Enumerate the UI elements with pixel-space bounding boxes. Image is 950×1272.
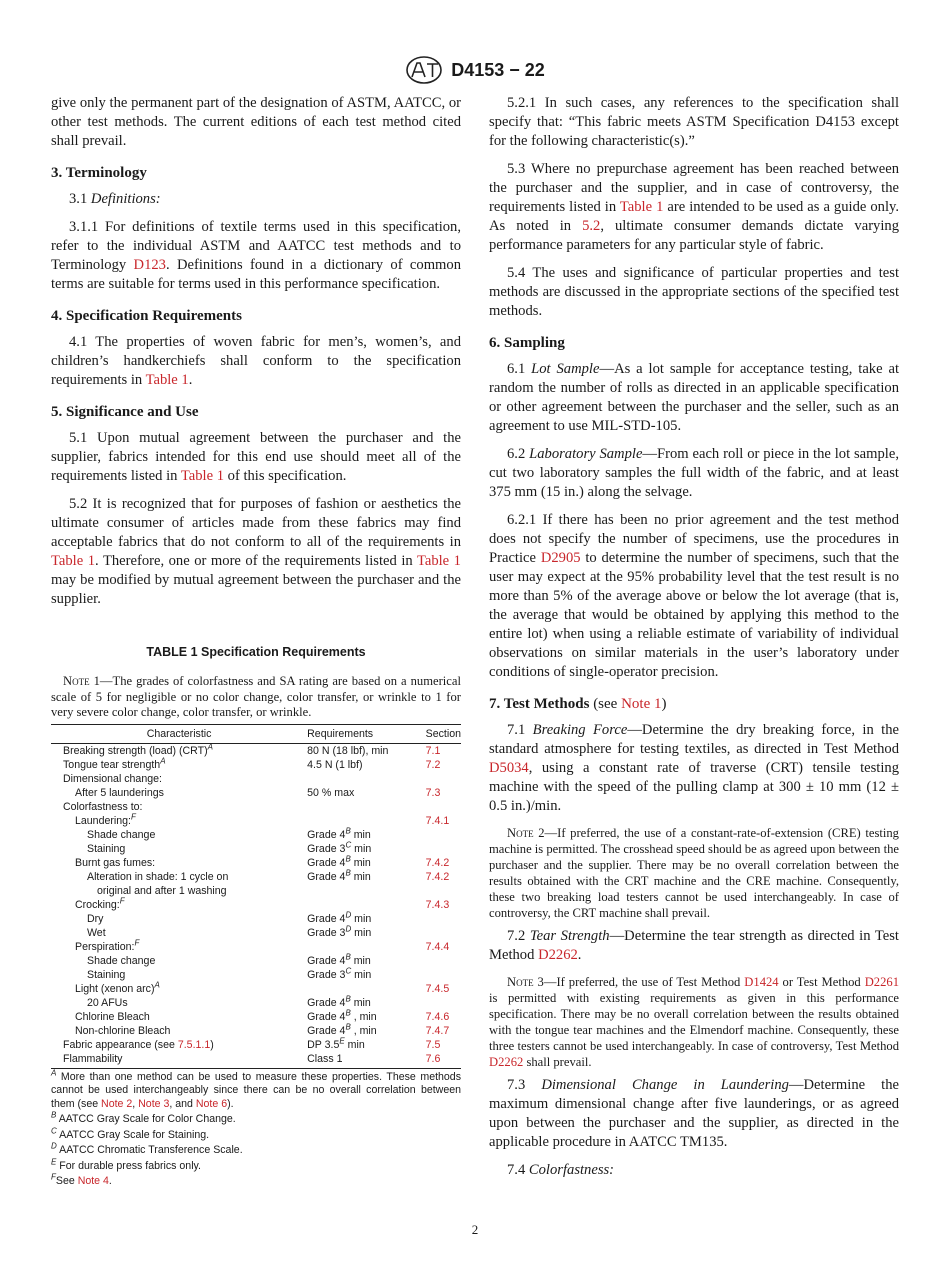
- cell-characteristic: Flammability: [51, 1052, 307, 1069]
- cell-section-link[interactable]: 7.4.4: [425, 940, 450, 953]
- cell-section-link[interactable]: 7.6: [426, 1052, 461, 1069]
- ref-table-1[interactable]: Table 1: [145, 372, 189, 388]
- table-1-title: TABLE 1 Specification Requirements: [146, 645, 366, 659]
- para-7-1: 7.1 Breaking Force—Determine the dry breaking force, in the standard atmosphere for testing textiles, as directed in Test Method D5034, using a constant rate of traverse (CRT) tensile testing machine with the speed of the pulling clamp at 300 ± 10 mm (12 ± 0.5 in.)/min.: [489, 722, 900, 814]
- para-7-2: 7.2 Tear Strength—Determine the tear strength as directed in Test Method D2262.: [489, 928, 899, 963]
- cell-characteristic: Non-chlorine Bleach: [75, 1024, 171, 1037]
- cell-characteristic: Wet: [87, 926, 106, 939]
- ref-table-1[interactable]: Table 1: [416, 553, 461, 569]
- cell-characteristic: Tongue tear strength$^A$: [63, 755, 166, 771]
- cell-requirement: 4.5 N (1 lbf): [307, 758, 363, 771]
- cell-characteristic: Breaking strength (load) (CRT)$^A$: [63, 741, 213, 757]
- para-5-2-1: 5.2.1 In such cases, any references to the specification shall specify that: “This fabric meets ASTM Specification D4153 except for the following characteristic(s).”: [489, 95, 899, 149]
- cell-requirement: Grade $4^B$ min: [307, 825, 371, 841]
- cell-characteristic: Colorfastness to:: [63, 800, 143, 813]
- table-row: [51, 926, 461, 940]
- table-row: [51, 898, 461, 912]
- table-row: [51, 842, 461, 856]
- cell-characteristic: Laundering:$^F$: [75, 811, 136, 827]
- cell-section-link: [426, 996, 461, 1010]
- cell-characteristic: Shade change: [87, 828, 156, 841]
- cell-requirement: Grade $4^B$ min: [307, 853, 371, 869]
- ref-note-3[interactable]: Note 3: [138, 1097, 170, 1110]
- table-row: [51, 982, 461, 996]
- ref-5-2[interactable]: 5.2: [582, 218, 601, 234]
- table-1-note: Note 1—The grades of colorfastness and SA rating are based on a numerical scale of 5 for negligible or no color change, color transfer, or wrinkle to 1 for very severe color change, color transfer, or wrinkle.: [51, 674, 461, 719]
- page-number: 2: [471, 1222, 479, 1237]
- cell-characteristic: Chlorine Bleach: [75, 1010, 150, 1023]
- table-row: [51, 828, 461, 842]
- ref-d2261[interactable]: D2261: [864, 975, 899, 989]
- cell-characteristic: Burnt gas fumes:: [75, 856, 156, 869]
- para-5-1: 5.1 Upon mutual agreement between the purchaser and the supplier, fabrics intended for this end use should meet all of the requirements listed in Table 1 of this specification.: [51, 430, 461, 484]
- cell-characteristic: After 5 launderings: [75, 786, 164, 799]
- cell-requirement: [307, 814, 426, 828]
- table-row: [51, 772, 461, 786]
- cell-section-link[interactable]: 7.1: [425, 744, 441, 757]
- col-header-characteristic: Characteristic: [51, 724, 307, 743]
- cell-characteristic: Light (xenon arc)$^A$: [75, 979, 160, 995]
- cell-characteristic: Fabric appearance (see 7.5.1.1): [63, 1038, 214, 1051]
- cell-requirement: Grade $4^B$ , min: [307, 1021, 377, 1037]
- right-column: [489, 94, 899, 1189]
- cell-requirement: Class 1: [307, 1052, 426, 1069]
- table-row: [51, 1010, 461, 1024]
- cell-characteristic: 20 AFUs: [87, 996, 128, 1009]
- table-row: [51, 786, 461, 800]
- cell-requirement: Grade $4^D$ min: [307, 909, 372, 925]
- cell-requirement: [307, 884, 426, 898]
- table-row: [51, 884, 461, 898]
- cell-characteristic: Perspiration:$^F$: [75, 937, 140, 953]
- cell-section-link[interactable]: 7.5: [425, 1038, 441, 1051]
- cell-section-link[interactable]: 7.4.2: [425, 856, 450, 869]
- ref-d2262[interactable]: D2262: [489, 1055, 524, 1069]
- section-6-heading: 6. Sampling: [489, 335, 565, 351]
- ref-table-1[interactable]: Table 1: [51, 553, 96, 569]
- cell-section-link: [426, 912, 461, 926]
- para-6-1: 6.1 Lot Sample—As a lot sample for acceptance testing, take at random the number of rolls as directed in an applicable specification or other agreement between the purchaser and the seller, such as an agreement to use MIL-STD-105.: [489, 361, 899, 434]
- cell-requirement: [307, 940, 426, 954]
- cell-section-link[interactable]: 7.4.3: [425, 898, 450, 911]
- para-7-3: 7.3 Dimensional Change in Laundering—Determine the maximum dimensional change after five launderings, or as agreed upon between the purchaser and the supplier, as directed in the applicable procedure in AATCC TM135.: [489, 1077, 899, 1150]
- cell-requirement: [307, 898, 426, 912]
- cell-section-link: [426, 772, 461, 786]
- ref-table-1[interactable]: Table 1: [619, 199, 664, 215]
- table-row: [51, 1038, 461, 1052]
- table-row: [51, 814, 461, 828]
- specification-table: [51, 724, 461, 1069]
- footnote-a: $^A$ More than one method can be used to measure these properties. These methods cannot be used interchangeably since there can be no overall correlation between them (see Note 2, Note 3, and Note 6).: [51, 1067, 461, 1110]
- table-row: [51, 1052, 461, 1069]
- cell-section-link: [426, 828, 461, 842]
- note-2: Note 2—If preferred, the use of a constant-rate-of-extension (CRE) testing machine is permitted. The crosshead speed should be as agreed upon between the purchaser and the supplier. There may be no overall correlation between the results obtained with the CRT machine and the CRE machine. Consequently, these two breaking load testers cannot be used interchangeably. In case of controversy, the CRT machine shall prevail.: [489, 826, 899, 920]
- designation: D4153 − 22: [451, 59, 545, 80]
- cell-characteristic: Dimensional change:: [63, 772, 162, 785]
- cell-section-link[interactable]: 7.3: [425, 786, 441, 799]
- section-4-heading: 4. Specification Requirements: [51, 308, 242, 324]
- cell-section-link: [426, 800, 461, 814]
- note-3: Note 3—If preferred, the use of Test Method D1424 or Test Method D2261 is permitted with existing requirements as given in this performance specification. There may be no overall correlation between the results obtained with the tongue tear machines and the Elmendorf machine. Consequently, these three testers cannot be used interchangeably. In case of controversy, Test Method D2262 shall prevail.: [489, 975, 899, 1069]
- cell-section-link[interactable]: 7.4.7: [425, 1024, 450, 1037]
- footnote-b: $^B$ AATCC Gray Scale for Color Change.: [51, 1110, 236, 1125]
- ref-d1424[interactable]: D1424: [744, 975, 779, 989]
- ref-d5034[interactable]: D5034: [489, 760, 529, 776]
- ref-d123[interactable]: D123: [133, 257, 166, 273]
- section-5-heading: 5. Significance and Use: [51, 404, 199, 420]
- table-row: [51, 800, 461, 814]
- ref-note-2[interactable]: Note 2: [101, 1097, 133, 1110]
- table-row: [51, 940, 461, 954]
- para-5-2: 5.2 It is recognized that for purposes of fashion or aesthetics the ultimate consumer of articles made from these fabrics may find acceptable fabrics that do not conform to all of the requirements in Table 1. Therefore, one or more of the requirements listed in Table 1 may be modified by mutual agreement between the purchaser and the supplier.: [51, 496, 461, 607]
- left-column: [51, 94, 461, 1189]
- table-row: [51, 996, 461, 1010]
- table-row: [51, 912, 461, 926]
- ref-note-6[interactable]: Note 6: [195, 1097, 228, 1110]
- footnote-f: $^F$See Note 4.: [51, 1172, 112, 1187]
- ref-note-1[interactable]: Note 1: [621, 696, 662, 712]
- cell-requirement: Grade $4^B$ min: [307, 993, 371, 1009]
- cell-section-link: [426, 954, 461, 968]
- ref-d2905[interactable]: D2905: [540, 550, 581, 566]
- page-header: [0, 55, 950, 90]
- table-row: [51, 758, 461, 772]
- ref-note-4[interactable]: Note 4: [77, 1175, 109, 1187]
- table-row: [51, 743, 461, 758]
- cell-requirement: Grade $3^C$ min: [307, 965, 372, 981]
- cell-characteristic: Crocking:$^F$: [75, 895, 125, 911]
- para-6-2: 6.2 Laboratory Sample—From each roll or piece in the lot sample, cut two laboratory samples the full width of the fabric, and at least 375 mm (15 in.) along the selvage.: [489, 446, 899, 500]
- table-row: [51, 856, 461, 870]
- cell-section-link: [426, 968, 461, 982]
- ref-7-5-1-1[interactable]: 7.5.1.1: [177, 1038, 211, 1051]
- cell-section-link[interactable]: 7.4.2: [425, 870, 450, 883]
- section-7-heading: 7. Test Methods (see Note 1): [489, 696, 667, 712]
- col-header-requirements: Requirements: [307, 724, 426, 743]
- cell-requirement: Grade $4^B$ , min: [307, 1007, 377, 1023]
- para-6-2-1: 6.2.1 If there has been no prior agreement and the test method does not specify the number of specimens, use the procedures in Practice D2905 to determine the number of specimens, such that the user may expect at the 95% probability level that the test result is no more than 5% of the average above or below the lot average (that is, the average that would be obtained by applying this method to the entire lot) when using a reliable estimate of variability of individual observations on similar materials in the user’s laboratory under conditions of single-operator precision.: [489, 512, 899, 680]
- cell-requirement: Grade $4^B$ min: [307, 951, 371, 967]
- cell-requirement: Grade $3^C$ min: [307, 839, 372, 855]
- intro-paragraph: give only the permanent part of the designation of ASTM, AATCC, or other test methods. The current editions of each test method cited shall prevail.: [51, 95, 461, 149]
- cell-section-link[interactable]: 7.4.5: [425, 982, 450, 995]
- cell-characteristic: original and after 1 washing: [97, 884, 227, 897]
- cell-characteristic: Alteration in shade: 1 cycle on: [87, 870, 229, 883]
- table-row: [51, 954, 461, 968]
- cell-requirement: 50 % max: [307, 786, 355, 799]
- ref-table-1[interactable]: Table 1: [180, 468, 224, 484]
- table-header-row: [51, 724, 461, 743]
- footnote-d: $^D$ AATCC Chromatic Transference Scale.: [51, 1141, 243, 1156]
- cell-characteristic: Staining: [87, 842, 126, 855]
- cell-requirement: [307, 800, 426, 814]
- cell-characteristic: Staining: [87, 968, 126, 981]
- para-3-1: 3.1 Definitions:: [69, 191, 161, 207]
- footnote-e: $^E$ For durable press fabrics only.: [51, 1156, 201, 1172]
- cell-section-link: [426, 842, 461, 856]
- ref-d2262[interactable]: D2262: [538, 947, 578, 963]
- cell-requirement: DP $3.5^E$ min: [307, 1035, 365, 1051]
- section-3-heading: 3. Terminology: [51, 165, 147, 181]
- cell-requirement: Grade $4^B$ min: [307, 867, 371, 883]
- table-row: [51, 1024, 461, 1038]
- para-5-4: 5.4 The uses and significance of particular properties and test methods are discussed in the appropriate sections of the specified test methods.: [489, 265, 899, 319]
- para-3-1-1: 3.1.1 For definitions of textile terms used in this specification, refer to the individual ASTM and AATCC test methods and to Terminology D123. Definitions found in a dictionary of common terms are suitable for terms used in this performance specification.: [51, 219, 462, 292]
- table-row: [51, 968, 461, 982]
- col-header-section: Section: [426, 724, 461, 743]
- cell-requirement: [307, 772, 426, 786]
- cell-requirement: 80 N (18 lbf), min: [307, 744, 389, 757]
- cell-characteristic: Dry: [87, 912, 104, 925]
- cell-requirement: Grade $3^D$ min: [307, 923, 372, 939]
- cell-section-link[interactable]: 7.4.1: [425, 814, 450, 827]
- para-5-3: 5.3 Where no prepurchase agreement has been reached between the purchaser and the supplier, and in case of controversy, the requirements listed in Table 1 are intended to be used as a guide only. As noted in 5.2, ultimate consumer demands dictate varying performance parameters for any particular style of fabric.: [489, 161, 899, 253]
- cell-section-link[interactable]: 7.4.6: [425, 1010, 450, 1023]
- para-4-1: 4.1 The properties of woven fabric for men’s, women’s, and children’s handkerchiefs shall conform to the specification requirements in Table 1.: [51, 334, 461, 388]
- cell-section-link: [426, 884, 461, 898]
- para-7-4: 7.4 Colorfastness:: [507, 1162, 615, 1178]
- table-row: [51, 870, 461, 884]
- cell-requirement: [307, 982, 426, 996]
- cell-section-link[interactable]: 7.2: [425, 758, 441, 771]
- astm-logo-icon: [405, 55, 443, 85]
- cell-characteristic: Shade change: [87, 954, 156, 967]
- footnote-c: $^C$ AATCC Gray Scale for Staining.: [51, 1125, 210, 1141]
- cell-section-link: [426, 926, 461, 940]
